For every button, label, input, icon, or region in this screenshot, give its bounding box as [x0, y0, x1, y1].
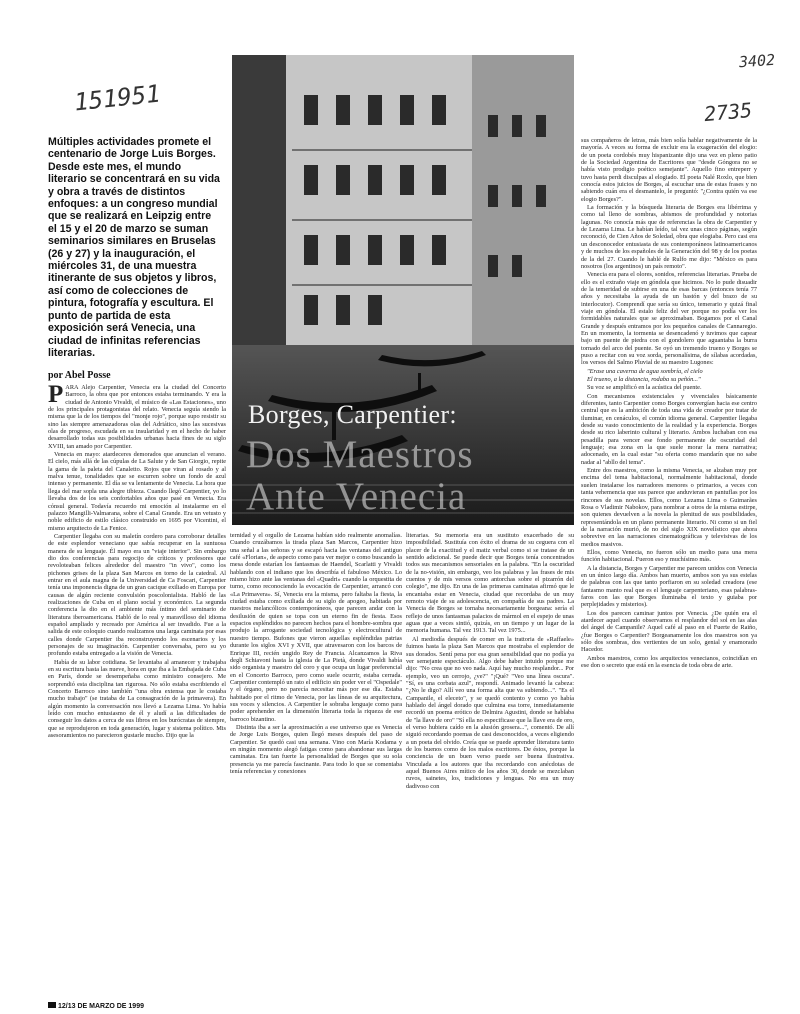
drop-cap: P — [48, 384, 64, 408]
title-line-2: Dos Maestros — [246, 433, 474, 476]
paragraph: Al mediodía después de comer en la trattoria de «Raffaele» fuimos hasta la plaza San Marcos que mostraba el esplendor de sus dorados. Sentí pena por esa gran sensibilidad que no podía ya ver semejante espectáculo. Algo debe haber intuido porque me dijo: "No crea que no veo nada. Aquí hay mucho resplandor... Por ejemplo, veo un cerrojo, ¿ve?" "¡Qué? "Veo una línea oscura". "Sí, es una corbata azul", respondí. Animado levantó la cabeza: "¿No le digo? Allí veo una forma alta que va subiendo...". "Es el Campanile, el eleceto", y se quedó contento y como yo había hablado del ángel dorado que culmina esa torre, inmediatamente recordó un poema erótico de Delmira Agustini, donde se hablaba de "la llave de oro" "Sí ella no especificase que la llave era de oro, el verso hubiera caído en la alusión grosera...", comentó. De allí siguió recordando poemas de casi desconocidos, a veces eligiendo a un poeta del olvido. Creía que se puede aprender literatura tanto de los buenos como de los malos escritores. De éstos, porque la conciencia de un buen verso puede ser buena ilustrativa. Vinculada a los autores que iba recordando con anécdotas de aquel Buenos Aires mítico de los años 30, donde se mezclaban ruvos, sainetes, los, tradiciones y lenguas. No era un muy dadivoso con — [406, 635, 574, 790]
venice-photo — [232, 55, 574, 525]
lead-paragraph: Múltiples actividades promete el centenario de Jorge Luis Borges. Desde este mes, el mundo literario se concentrará en su vida y obra a través de distintos enfoques: a un congreso mundial que se realizará en Leipzig entre el 15 y el 20 de marzo se suman seminarios similares en Bruselas (26 y 27) y la inauguración, el miércoles 31, de una muestra itinerante de sus objetos y libros, así como de colecciones de pintura, fotografía y escultura. El punto de partida de esta exposición será Venecia, una ciudad de infinitas referencias literarias. — [48, 136, 220, 359]
paragraph: Venecia en mayo: atardeceres demorados que anuncian el verano. El cielo, más allá de las cúpulas de La Salute y de San Giorgio, repite la gama de la paleta del Canaletto. Rojos que viran al rosado y al malva tenue, tonalidades que se escurren sobre un fondo de azul intenso y permanente. El día se va lentamente de Venecia. La hora que llega del mar sopla una alegre tibieza. Cuando llegó Carpentier, yo lo llevaba dos de los seis confortables años que pasé en Venecia. Era cónsul general. Todavía recuerdo mi emoción al instalarme en el palazzo Mangilli-Valmarana, sobre el Canal Grande. Era un vetusto y noble edificio de estilo clásico construido en 1695 por Vicentini, el mismo arquitecto de La Fenice. — [48, 451, 226, 532]
paragraph: Entre dos maestros, como la misma Venecia, se alzaban muy por encima del tema habitacional, normalmente habitacional, donde suelen instalarse los narradores menores o primarios, a veces con tanta vehemencia que sus parece que anduvieran en pantuflas por los rincones de sus novelas. Ellos, como Lezama Lima o Guimarães Rosa o Vladimir Nabokov, para nombrar a otros de la misma estirpe, son quienes devuelven a la novela la plenitud de sus posibilidades, representándola en un plano permanente literario. Ni como si un fiel de la narración murió, de no del siglo XIX novelístico que ahora sobrevive en las narraciones cinematográficas y televisivas de los medios masivos. — [581, 467, 757, 548]
paragraph: Había de su labor cotidiana. Se levantaba al amanecer y trabajaba en su escritura hasta las nueve, hora en que iba a la Embajada de Cuba en París, donde se desempeñaba como ministro consejero. Me sorprendió esta disciplina tan rigurosa. No sólo estaba escribiendo el Concerto Barroco sino también "una obra extensa que le costaba mucho trabajo" (se trataba de La consagración de la primavera). En algún momento la conversación nos llevó a Lezama Lima. Yo había leído con mucho entusiasmo de él y aludí a las dificultades de conseguir los datos a cerca de sus libros en los burócratas de siempre, que se reprodujeron en toda generación, lugar y sistema político. Mis asesoramientos no parecieron gustarle mucho. Dijo que la — [48, 658, 226, 740]
footer-date: 12/13 DE MARZO DE 1999 — [58, 1003, 144, 1010]
byline: por Abel Posse — [48, 370, 111, 381]
article-column-3 — [406, 532, 574, 1002]
paragraph: Con mecanismos existenciales y vivenciales básicamente diferentes, tanto Carpentier como Borges convergían hacia ese centro central que es la ambición de toda una vida de creador por tratar de iluminar, en cenáculos, el común idioma general. Carpentier llegaba desde su vasto conocimiento de la realidad y la experiencia. Borges desde su rico laberinto cultural y literario. Ambos luchaban con esa pesadilla para vencer ese fondo permanente de oscuridad del lenguaje; esa zona en la que suele morar la mera narrativa; adocenado, en la cual estar "su oferta como mandarín que no sabe nadar al "abllo del tema". — [581, 392, 757, 466]
paragraph: Carpentier llegaba con su maletín cordero para corroborar detalles de este esplendor veneciano que sabía recuperar en la suntuosa manera de su lenguaje. Él mayo era un "viaje interior". Sin embargo dio dos conferencias para regocijo de críticos y profesores que revoloteaban felices alrededor del maestro "in vivo", como los pichones grises de la plaza San Marcos en torno de la catedral. Al entrar en el aula magna de la Universidad de Ca Foscari, Carpentier tenía una imponencia digna de un gran cacique exiliado en Europa por causas de algún reciente convulsión poscolonialista. Habló de las realizaciones de Cuba en el plano social y económico. La segunda conferencia la dio en el ambiente más íntimo del seminario de literatura iberoamericana. Habló de lo real y maravilloso del idioma español ampliado y recreado por América al ser invadido. Fue a la salida de este coloquio cuando realizamos una larga caminata por esas calles donde Carpentier iba reconstruyendo los escenarios y los personajes de su imaginación. Carpentier conversaba, pero su yo profundo estaba entregado a la visión de Venecia. — [48, 532, 226, 658]
article-column-4 — [581, 137, 757, 1004]
handwritten-number-top-right: 3402 — [738, 50, 776, 72]
paragraph: sus compañeros de letras, más bien solía hablar negativamente de la mayoría. A veces su forma de excluir era la exageración del elogio: de un poeta cordobés muy hispanizante dijo una vez en pleno patio de la Sociedad Argentina de Escritores que "desde Góngora no se había visto prodigio poético semejante". Aquello fino entreperr y tuvo hasta perdi disculpas al elogiado. El poeta Nalé Roxlo, que bien conocía estos juicios de Borges, al escuchar una de estas frases y no sabiendo cuán era el desmantelo, le preguntó: "¿Contra quién va ese elogio Borges?". — [581, 137, 757, 203]
poem-quote-line: El trueno, a la distancia, rodaba su peñón..." — [587, 376, 701, 383]
handwritten-number-left: 151951 — [72, 79, 162, 117]
poem-quote-line: "Erase una caverna de agua sombría, el cielo — [587, 367, 703, 375]
page-footer — [48, 1002, 144, 1010]
paragraph: literarias. Su memoria era un sustituto exacerbado de su imposibilidad. Sustituía con éxito el drama de su ceguera con el placer de la exactitud y el matiz verbal como si se tratase de un sentido adicional. Se puede decir que Borges tenía concentrados todos sus mecanismos sensoriales en la palabra. "En la oscuridad de la no-visión, sin embargo, veo los palabras y las frases de mis cuentos y de mis versos como antorchas sobre el pizarrón del colegio", me dijo. En una de las primeras caminatas afirmó que le encantaba estar en Venecia, ciudad que recordaba de un muy remoto viaje de su adolescencia, en compañía de sus padres. La Venecia de Borges se tornaba necesariamente borgeana: sería el reflejo de unos fantasmas palacios de mármol en el espejo de unas aguas que a veces sintió, quizás, en un tiempo y un lugar de la memoria humana. Tal vez 1913. Tal vez 1975... — [406, 532, 574, 635]
paragraph: A la distancia, Borges y Carpentier me parecen unidos con Venecia en un único largo día. Ambos han muerto, ambos son ya sus estelas de palabras con las que tanto porfiaron en su soledad creadora (ese fantasmo manto real que es el lenguaje carpenteriano, esas palabras-faros con las que Borges iluminaba el texto y guiaba por perplejidades y misterios). — [581, 564, 757, 609]
article-column-2 — [230, 532, 402, 1002]
article-column-1 — [48, 384, 226, 964]
title-line-3: Ante Venecia — [246, 475, 467, 518]
handwritten-number-right: 2735 — [703, 97, 754, 127]
paragraph: Los dos parecen caminar juntos por Venecia. ¿De quién era el atardecer aquel cuando observamos el resplandor del sol en las alas del ángel de Campanile? Aquel café al paso en el Fuerte de Raiño, ¿fue Borges o Carpentier? Borgeanamente los dos maestros son ya sólo dos sombras, dos vertientes de un solo, genial y enamorado Hacedor. — [581, 609, 757, 654]
paragraph: Distinta iba a ser la aproximación a ese universo que es Venecia de Jorge Luis Borges, quien llegó meses después del paso de Carpentier. Se quedó casi una semana. Vino con María Kodama y en ningún momento alegó fatigas como para abandonar sus largas caminatas. Era tan fuerte la personalidad de Borges que su sola presencia ya me parecía fascinante. Para todo lo que se comentaba tenía referencias y conexiones — [230, 723, 402, 775]
paragraph: ternidad y el orgullo de Lezama habían sido realmente anomalías. Cuando cruzábamos la tirada plaza San Marcos, Carpentier hizo una señal a las señoras y se escapó hacia las ventanas del antiguo café «Florian», de aspecto como para ver mejor o como buscando la mesa donde estarían los fantasmas de Haendel, Scarlatti y Vivaldi hablando con el indiano que los describía el fabuloso México. Lo mismo hizo ante las ventanas del «Quadri» cuando la orquestita de turno, como reconociendo la evocación de Carpentier, arrancó con «La Primavera». Sí, Venecia era la misma, pero faltaba la fiesta, la ciudad estaba como exiliada de su siglo de apogeo, habitada por nuestros melancólicos contemporáneos, que parecen andar con la desilusión de quien se topa con un eterno fin de fiesta. Esos espacios espléndidos no parecen hechos para el hombre-sombra que produjo la arrogante sociedad tecnológica y electrocultural de nuestro tiempo. Bufones que vieron aquellas espléndidas patrias durante los siglos XVI y XVII, que atravesaron con los barcos de Enrique III, recién ungido Rey de Francia. Alcanzamos la Riva degli Schiavoni hasta la iglesia de La Pietà, donde Vivaldi había sido organista y maestro del coro y que ocupa un lugar preferencial en el Concerto Barroco, pero como suele ocurrir, estaba cerrada. Carpentier contempló un rato el edificio sin poder ver el "Ospedale" y el órgano, pero no parecía necesitar más por ese día. Estaba habitado por el ritmo de Venecia, por las líneas de su arquitectura, sus voces y silencios. A Carpentier le sobraba lenguaje como para poder aprehender en la dimensión literaria toda la riqueza de ese barroco bizantino. — [230, 532, 402, 723]
footer-mark-icon — [48, 1002, 56, 1008]
paragraph: Ambos maestros, como los arquitectos venecianos, coincidían en ese don o secreto que está en la esencia de toda obra de arte. — [581, 654, 757, 670]
paragraph: Su voz se amplificó en la acústica del puente. — [587, 384, 702, 392]
paragraph: ARA Alejo Carpentier, Venecia era la ciudad del Concerto Barroco, la obra que por entonces estaba terminando. Y era la ciudad de Antonio Vivaldi, el músico de «Las Estaciones», uno de los principales protagonistas del relato. Venecia seguía siendo la misma que la de los tiempos del "monje rojo", porque supo resistir su sino las siempre amenazadoras olas del Adriático, sino las sucesivas olas de progreso, escudada en su insularidad y en el hecho de haber desarrollado todas sus posibilidades urbanas hacia fines de su siglo XVIII, tan amado por Carpentier. — [48, 384, 226, 450]
paragraph: Venecia era para el olores, sonidos, referencias literarias. Prueba de ello es el extraño viaje en góndola que hicimos. No lo pude disuadir de la temeridad de subirse en una de esas barcas (entonces tenía 77 años y necesitaba la ayuda de un bastón y del brazo de su interlocutor). Comprendí que sería su único, temerario y quizá final viaje en góndola. El estalo feliz del ver porque no podía ver los formidables naturales que se aproximaban. Bogamos por el Canal Grande y después entramos por los pequeños canales de Cannaregio. En un momento, la tormenta se desencadenó y tuvimos que capear bajo un puente de piedra con el gondolero que aguantaba la burra tornado del arco del puente. Se oyó un tremendo trueno y Borges se puso a recitar con su voz sorda, personalísima, de sílabas acordadas, los versos del Salmo Pluvial de su maestro Lugones: — [581, 271, 757, 367]
paragraph: Ellos, como Venecia, no fueron sólo un medio para una mera función habitacional. Fueron eso y muchísimo más. — [581, 548, 757, 564]
paragraph: La formación y la búsqueda literaria de Borges era libérrima y como tal lleno de sombras, abismos de profundidad y notorias lagunas. No conocía más que de referencias la obra de Carpentier y de Lezama Lima. Le habían leído, tal vez unas cinco páginas, según reconoció, de Cien Años de Soledad, obra que elogiaba. Pero casi era un desconocedor entusiasta de sus contemporáneos latinoamericanos y de muchos de los españoles de la Generación del 98 y de los poetas de la del 27. Cuando le hablé de Rulfo me dijo: "México es para nosotros (los argentinos) un país remoto". — [581, 204, 757, 270]
title-line-1: Borges, Carpentier: — [248, 400, 457, 429]
